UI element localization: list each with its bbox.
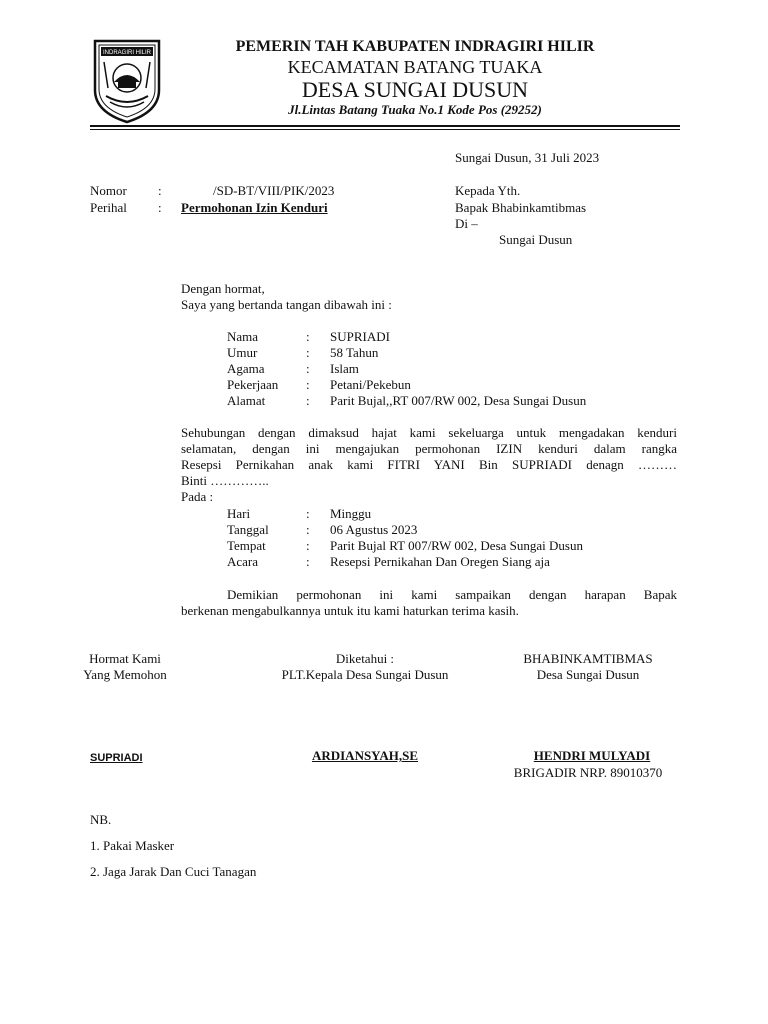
event-label: Tempat: [227, 538, 266, 553]
applicant-value: SUPRIADI: [330, 329, 390, 344]
recipient-line4: Sungai Dusun: [499, 232, 573, 247]
greeting: Dengan hormat,: [181, 281, 265, 296]
applicant-label: Nama: [227, 329, 259, 344]
nomor-value: /SD-BT/VIII/PIK/2023: [213, 183, 335, 198]
applicant-value: Islam: [330, 361, 359, 376]
perihal-label: Perihal: [90, 200, 127, 215]
applicant-colon: :: [306, 377, 310, 392]
notes-title: NB.: [90, 812, 112, 827]
event-colon: :: [306, 506, 310, 521]
event-colon: :: [306, 522, 310, 537]
perihal-value: Permohonan Izin Kenduri: [181, 200, 328, 215]
sig-left-title1: Hormat Kami: [89, 651, 161, 666]
body-line: Resepsi Pernikahan anak kami FITRI YANI Bin SUPRIADI denagn ………: [181, 457, 677, 472]
applicant-colon: :: [306, 345, 310, 360]
body-line: Sehubungan dengan dimaksud hajat kami sekeluarga untuk mengadakan kenduri: [181, 425, 677, 440]
applicant-value: 58 Tahun: [330, 345, 379, 360]
closing-line: berkenan mengabulkannya untuk itu kami haturkan terima kasih.: [181, 603, 519, 618]
event-value: Minggu: [330, 506, 372, 521]
recipient-line2: Bapak Bhabinkamtibmas: [455, 200, 587, 215]
regency-logo: [92, 38, 162, 124]
applicant-label: Pekerjaan: [227, 377, 279, 392]
intro: Saya yang bertanda tangan dibawah ini :: [181, 297, 392, 312]
applicant-colon: :: [306, 361, 310, 376]
applicant-value: Petani/Pekebun: [330, 377, 411, 392]
body-paragraph: [181, 425, 677, 505]
sig-left-title2: Yang Memohon: [83, 667, 167, 682]
sig-right-rank: BRIGADIR NRP. 89010370: [513, 765, 663, 780]
sig-right-name: [500, 748, 676, 764]
sig-mid-title2: PLT.Kepala Desa Sungai Dusun: [281, 667, 449, 682]
recipient-line3: Di –: [455, 216, 478, 231]
header-district: KECAMATAN BATANG TUAKA: [287, 57, 543, 77]
nomor-label: Nomor: [90, 183, 127, 198]
header-rule-thick: [90, 125, 680, 127]
event-value: Resepsi Pernikahan Dan Oregen Siang aja: [330, 554, 550, 569]
applicant-colon: :: [306, 329, 310, 344]
body-line: Binti …………..: [181, 473, 269, 488]
applicant-value: Parit Bujal,,RT 007/RW 002, Desa Sungai Dusun: [330, 393, 587, 408]
event-label: Tanggal: [227, 522, 269, 537]
event-label: Acara: [227, 554, 259, 569]
applicant-label: Umur: [227, 345, 258, 360]
event-colon: :: [306, 554, 310, 569]
sig-right-name-text: HENDRI MULYADI: [533, 748, 651, 763]
nomor-colon: :: [158, 183, 162, 198]
header-village: DESA SUNGAI DUSUN: [301, 77, 529, 102]
sig-right-title1: BHABINKAMTIBMAS: [523, 651, 653, 666]
header-address: Jl.Lintas Batang Tuaka No.1 Kode Pos (29252): [288, 102, 542, 117]
event-value: 06 Agustus 2023: [330, 522, 418, 537]
notes-item: 1. Pakai Masker: [90, 838, 175, 853]
body-line: selamatan, dengan ini mengajukan permohonan IZIN kenduri dalam rangka: [181, 441, 677, 456]
sig-right-title2: Desa Sungai Dusun: [536, 667, 640, 682]
sig-mid-title1: Diketahui :: [335, 651, 395, 666]
event-label: Hari: [227, 506, 251, 521]
closing-paragraph: [181, 587, 677, 619]
place-date: Sungai Dusun, 31 Juli 2023: [455, 150, 600, 165]
notes-item: 2. Jaga Jarak Dan Cuci Tanagan: [90, 864, 257, 879]
closing-line: Demikian permohonan ini kami sampaikan dengan harapan Bapak: [227, 587, 677, 602]
applicant-label: Agama: [227, 361, 265, 376]
event-value: Parit Bujal RT 007/RW 002, Desa Sungai Dusun: [330, 538, 583, 553]
applicant-label: Alamat: [227, 393, 266, 408]
pada-label: Pada :: [181, 489, 214, 504]
logo-banner-text: INDRAGIRI HILIR: [102, 50, 152, 56]
header-rule-thin: [90, 129, 680, 130]
recipient-line1: Kepada Yth.: [455, 183, 521, 198]
event-colon: :: [306, 538, 310, 553]
applicant-colon: :: [306, 393, 310, 408]
header-government: PEMERIN TAH KABUPATEN INDRAGIRI HILIR: [235, 38, 595, 55]
sig-left-name: SUPRIADI: [90, 752, 143, 764]
perihal-colon: :: [158, 200, 162, 215]
sig-mid-name: ARDIANSYAH,SE: [311, 748, 419, 763]
